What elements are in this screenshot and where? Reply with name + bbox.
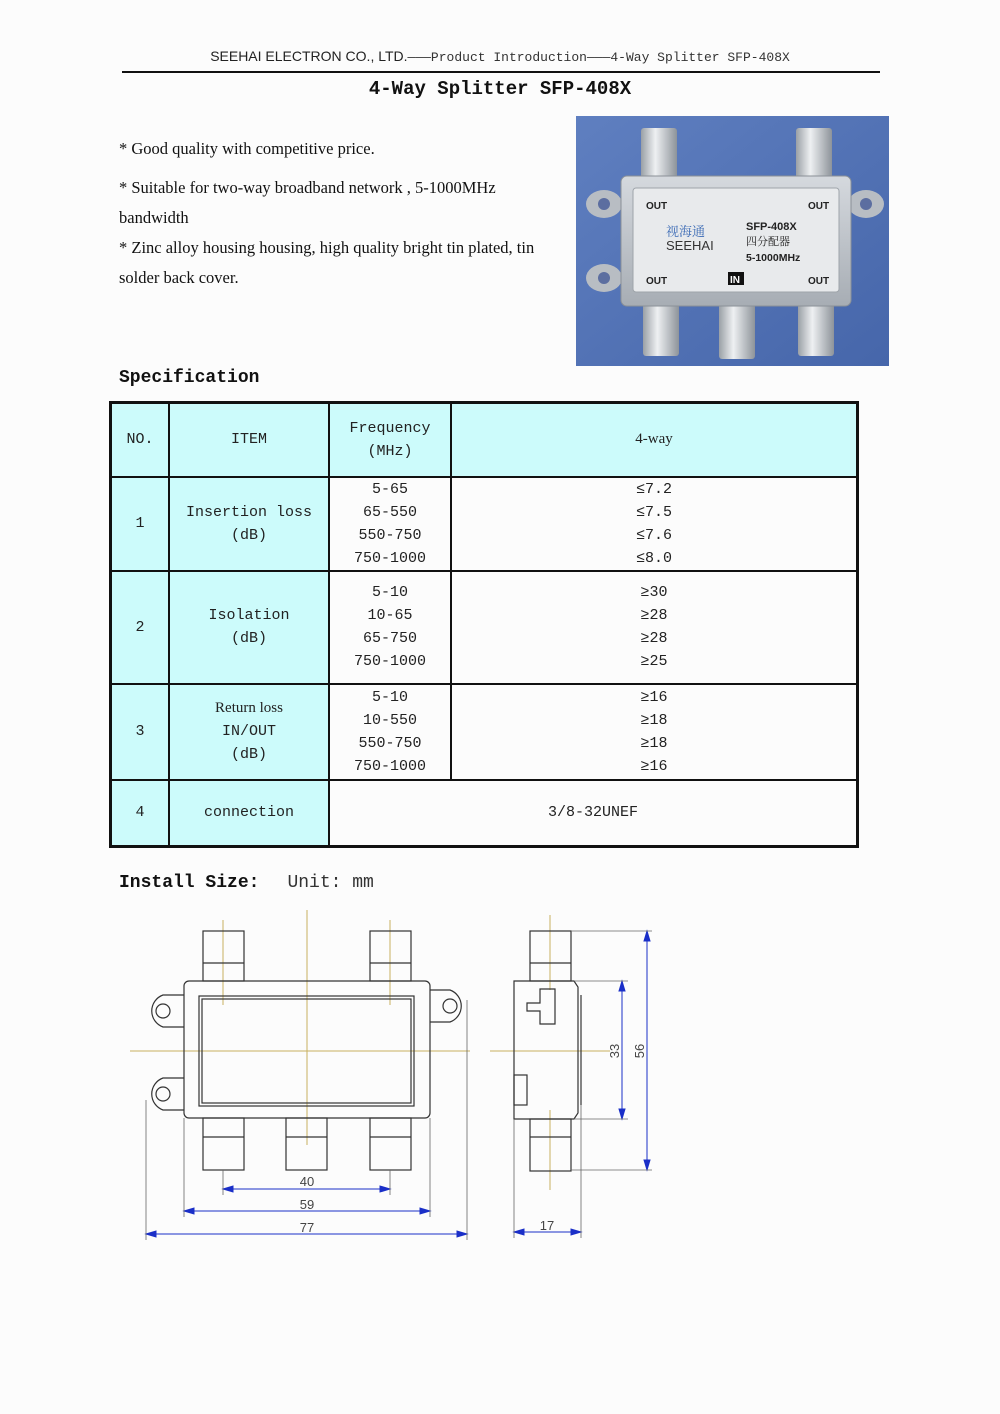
header-frequency-label: Frequency [349,419,431,437]
spec-value: ≤7.2 [635,480,672,498]
spec-value: ≥28 [640,607,668,624]
row-item [169,571,329,684]
dim-port-spacing: 40 [299,1174,315,1189]
item-line: Isolation [208,607,290,624]
row-frequency [329,477,451,571]
freq-value: 550-750 [358,734,422,752]
header-subtitle: ———Product Introduction———4-Way Splitter SFP-408X [407,50,790,65]
spec-value: ≥18 [640,711,668,729]
item-line: Insertion loss [185,503,313,521]
install-size-label: Install Size: [119,873,260,893]
connector-icon [643,301,679,356]
row-no: 1 [111,477,170,571]
page-title: 4-Way Splitter SFP-408X [368,78,632,100]
freq-value: 10-550 [362,711,417,729]
freq-value: 750-1000 [353,653,426,670]
dim-overall-height: 56 [632,1043,647,1059]
row-no: 2 [111,571,170,684]
item-line: (dB) [230,746,267,763]
connector-icon [719,304,755,359]
item-line: IN/OUT [221,723,276,740]
port-label: OUT [808,276,830,287]
extension-lines [146,931,652,1240]
row-no: 4 [111,780,170,847]
feature-item: * Good quality with competitive price. [119,139,375,158]
spec-value: ≥16 [640,757,668,775]
connector-icon [796,128,832,180]
row-item [169,477,329,571]
table-row [111,571,858,684]
dim-body-height: 33 [607,1043,622,1059]
company-name: SEEHAI ELECTRON CO., LTD. [210,48,408,64]
spec-value: ≥28 [640,630,668,647]
row-frequency [329,571,451,684]
item-line: (dB) [230,526,267,544]
connector-icon [641,128,677,180]
feature-item: * Zinc alloy housing housing, high quality bright tin plated, tin solder back cover. [119,238,535,287]
freq-value: 5-10 [371,688,408,706]
item-line: (dB) [230,630,267,647]
brand-logo: SEEHAI [666,238,714,253]
header-frequency [329,403,451,477]
row-no: 3 [111,684,170,780]
feature-list [119,134,559,293]
dimension-lines [146,931,650,1237]
connection-value: 3/8-32UNEF [329,780,858,847]
header-no: NO. [111,403,170,477]
page-header [0,48,1000,66]
dim-body-width: 59 [299,1197,315,1212]
port-label: OUT [646,201,668,212]
port-label: IN [730,275,740,286]
spec-value: ≤7.5 [635,503,672,521]
row-values [451,571,858,684]
spec-value: ≤7.6 [635,526,672,544]
product-name-cn: 四分配器 [746,235,790,248]
row-item [169,684,329,780]
spec-value: ≤8.0 [635,549,672,567]
row-frequency [329,684,451,780]
dim-depth: 17 [539,1218,555,1233]
spec-section-title: Specification [119,368,260,388]
freq-value: 65-750 [362,630,417,647]
freq-value: 5-65 [371,480,408,498]
header-frequency-unit: (MHz) [367,442,413,460]
freq-value: 750-1000 [353,757,426,775]
header-rule [122,71,880,73]
dim-overall-width: 77 [299,1220,315,1235]
freq-value: 5-10 [371,584,408,601]
header-4way: 4-way [451,403,858,477]
table-row [111,477,858,571]
row-item: connection [169,780,329,847]
freq-value: 65-550 [362,503,417,521]
spec-value: ≥16 [640,688,668,706]
row-values [451,477,858,571]
model-label: SFP-408X [746,221,797,233]
connector-icon [798,301,834,356]
band-label: 5-1000MHz [746,252,801,264]
install-size-title [119,873,374,893]
spec-value: ≥18 [640,734,668,752]
row-values [451,684,858,780]
spec-table [109,401,859,848]
table-row [111,780,858,847]
freq-value: 550-750 [358,526,422,544]
spec-value: ≥25 [640,653,668,670]
unit-label: Unit: mm [287,873,374,893]
port-label: OUT [646,276,668,287]
dimension-drawing [0,900,1000,1260]
header-item: ITEM [169,403,329,477]
port-label: OUT [808,201,830,212]
freq-value: 10-65 [367,607,413,624]
feature-item: * Suitable for two-way broadband network , 5-1000MHz bandwidth [119,178,496,227]
product-photo [576,116,889,366]
table-row [111,684,858,780]
item-line: Return loss [215,700,283,716]
freq-value: 750-1000 [353,549,426,567]
brand-logo-cn: 视海通 [666,225,706,240]
spec-value: ≥30 [640,584,668,601]
table-header-row [111,403,858,477]
